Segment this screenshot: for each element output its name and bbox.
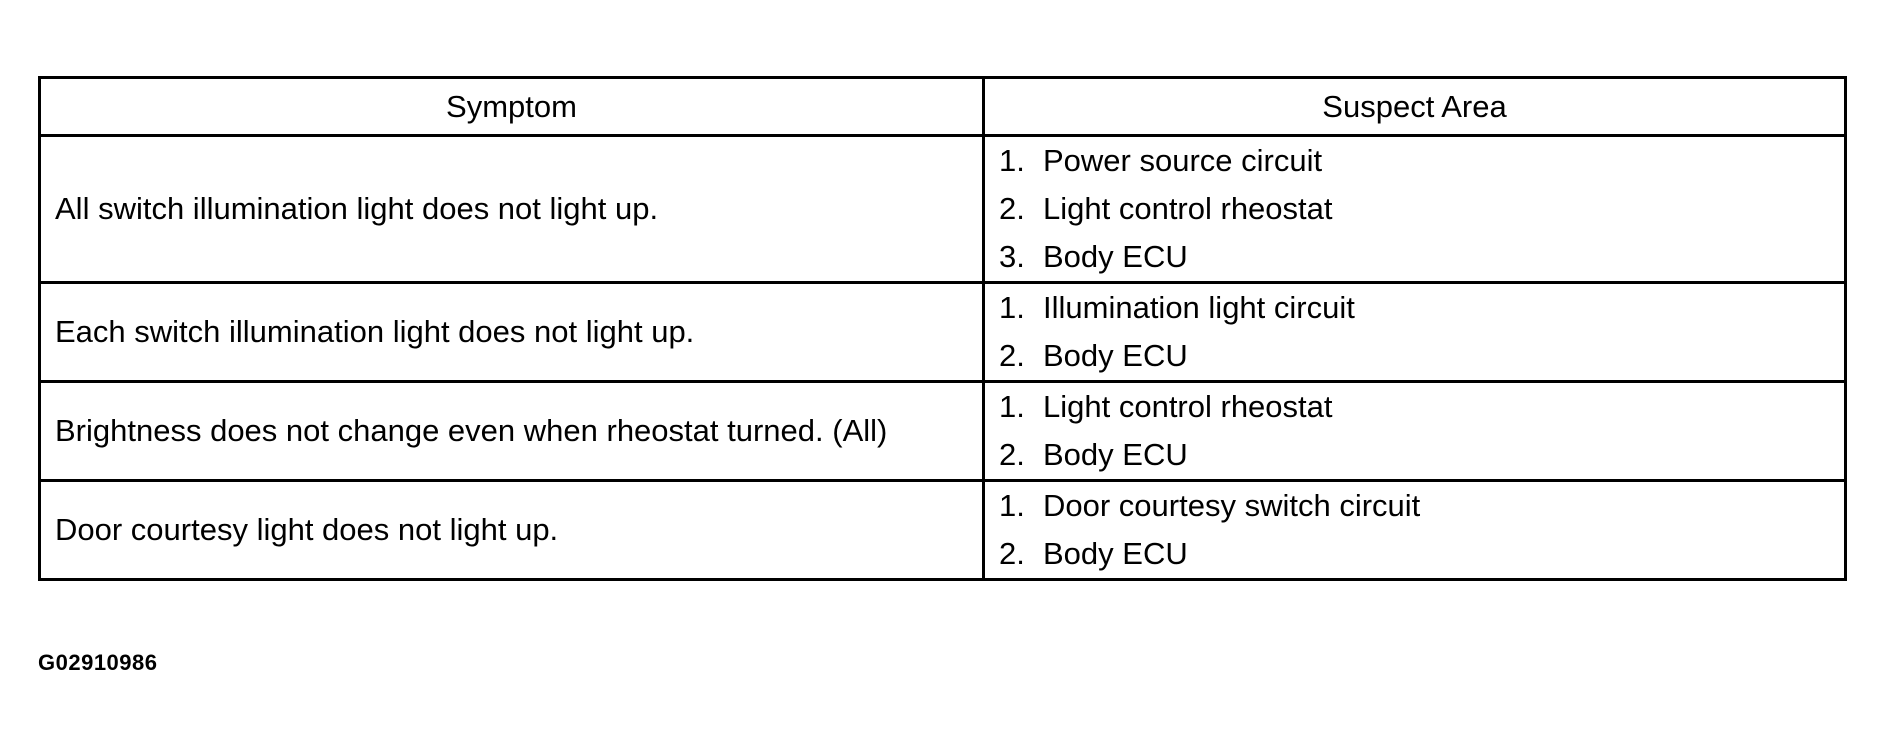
suspect-area-label: Illumination light circuit [1043,290,1355,325]
list-number: 2. [999,437,1025,472]
suspect-area-list [985,284,1844,380]
list-number: 1. [999,488,1025,523]
suspect-area-label: Body ECU [1043,239,1188,274]
list-item [999,332,1844,380]
list-number: 1. [999,389,1025,424]
symptom-cell: Each switch illumination light does not light up. [40,283,984,382]
header-suspect-area: Suspect Area [984,78,1846,136]
list-item [999,383,1844,431]
symptom-cell: Door courtesy light does not light up. [40,481,984,580]
suspect-area-cell [984,382,1846,481]
list-number: 3. [999,239,1025,274]
suspect-area-label: Body ECU [1043,338,1188,373]
suspect-area-label: Body ECU [1043,536,1188,571]
table-row [40,481,1846,580]
suspect-area-list [985,383,1844,479]
list-item [999,284,1844,332]
problem-symptoms-table [38,76,1847,581]
list-item [999,137,1844,185]
suspect-area-label: Power source circuit [1043,143,1323,178]
list-item [999,431,1844,479]
suspect-area-label: Light control rheostat [1043,191,1333,226]
list-item [999,185,1844,233]
suspect-area-label: Light control rheostat [1043,389,1333,424]
table-header-row [40,78,1846,136]
list-item [999,530,1844,578]
symptom-cell: All switch illumination light does not light up. [40,136,984,283]
list-number: 2. [999,338,1025,373]
list-number: 1. [999,143,1025,178]
suspect-area-list [985,137,1844,281]
suspect-area-list [985,482,1844,578]
suspect-area-cell [984,283,1846,382]
list-item [999,482,1844,530]
figure-id-label: G02910986 [38,650,158,675]
symptom-cell: Brightness does not change even when rheostat turned. (All) [40,382,984,481]
table-row [40,283,1846,382]
suspect-area-cell [984,481,1846,580]
list-number: 2. [999,191,1025,226]
list-number: 2. [999,536,1025,571]
header-symptom: Symptom [40,78,984,136]
suspect-area-label: Door courtesy switch circuit [1043,488,1421,523]
list-number: 1. [999,290,1025,325]
table-row [40,382,1846,481]
suspect-area-cell [984,136,1846,283]
table-row [40,136,1846,283]
list-item [999,233,1844,281]
suspect-area-label: Body ECU [1043,437,1188,472]
